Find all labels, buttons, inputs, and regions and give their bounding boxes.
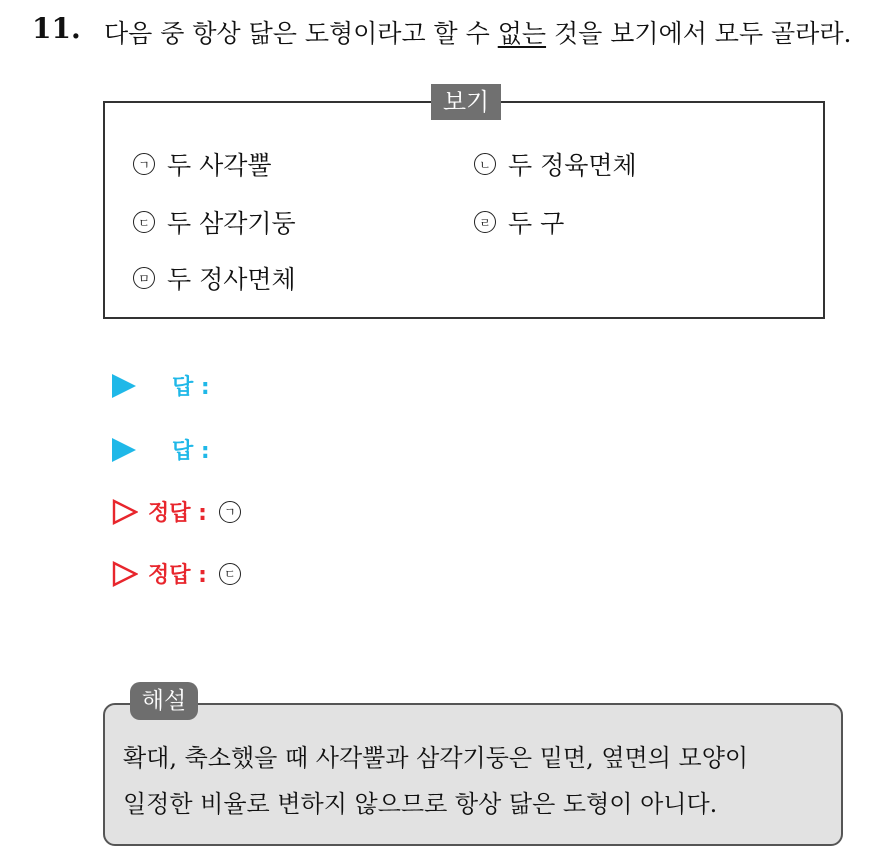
correct-answer-label: 정답 : <box>148 501 207 526</box>
circled-marker-icon: ㄷ <box>133 211 155 233</box>
bogi-item-text: 두 삼각기둥 <box>167 209 296 238</box>
explanation-label: 해설 <box>130 682 198 720</box>
question-number: 11. <box>32 12 81 45</box>
answer-row-1 <box>112 370 222 401</box>
bogi-item-3 <box>133 204 296 240</box>
play-triangle-icon <box>112 374 136 398</box>
bogi-item-text: 두 구 <box>508 209 565 238</box>
answer-label: 답 : <box>172 439 210 464</box>
explanation-line-1: 확대, 축소했을 때 사각뿔과 삼각기둥은 밑면, 옆면의 모양이 <box>123 744 749 772</box>
question-text-after: 것을 보기에서 모두 골라라. <box>546 19 852 48</box>
answer-row-2 <box>112 434 222 465</box>
explanation-box <box>103 703 843 846</box>
correct-answer-value <box>219 563 241 585</box>
triangle-outline-icon <box>112 561 138 587</box>
explanation-line-2: 일정한 비율로 변하지 않으므로 항상 닮은 도형이 아니다. <box>123 790 718 818</box>
play-triangle-icon <box>112 438 136 462</box>
circled-marker-icon: ㄱ <box>219 501 241 523</box>
correct-answer-label: 정답 : <box>148 563 207 588</box>
bogi-item-5 <box>133 260 296 296</box>
answer-label: 답 : <box>172 375 210 400</box>
circled-marker-icon: ㄱ <box>133 153 155 175</box>
bogi-item-1 <box>133 146 272 182</box>
circled-marker-icon: ㅁ <box>133 267 155 289</box>
bogi-item-text: 두 사각뿔 <box>167 151 272 180</box>
correct-answer-row-2 <box>112 558 241 589</box>
bogi-item-text: 두 정사면체 <box>167 265 296 294</box>
triangle-outline-icon <box>112 499 138 525</box>
circled-marker-icon: ㄷ <box>219 563 241 585</box>
question-text <box>104 14 851 50</box>
question-text-underlined: 없는 <box>497 19 547 48</box>
question-text-before: 다음 중 항상 닮은 도형이라고 할 수 <box>104 19 498 48</box>
bogi-item-4 <box>474 204 564 240</box>
correct-answer-value <box>219 501 241 523</box>
bogi-item-2 <box>474 146 637 182</box>
circled-marker-icon: ㄹ <box>474 211 496 233</box>
correct-answer-row-1 <box>112 496 241 527</box>
bogi-label: 보기 <box>431 84 501 120</box>
bogi-item-text: 두 정육면체 <box>508 151 637 180</box>
circled-marker-icon: ㄴ <box>474 153 496 175</box>
